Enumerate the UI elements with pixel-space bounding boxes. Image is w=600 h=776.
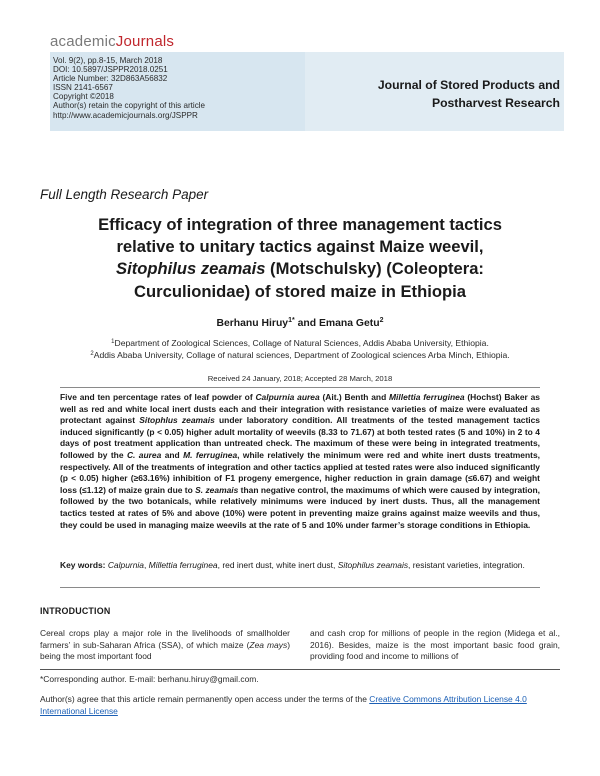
abstract-species-4: C. aurea [126, 449, 162, 460]
intro-left-text-2: ) being the most important food [40, 639, 290, 662]
intro-left-species: Zea mays [249, 639, 288, 650]
intro-right-column: and cash crop for millions of people in the region (Midega et al., 2016). Besides, maize is the most important basic food grain, providing food and income to millions of [310, 628, 560, 662]
abstract-text-6: , while relatively the minimum were red and white inert dusts treatments, respectively. All of the treatments of integration and other tactics applied at tested rates were also induced significantly (p < 0.05) higher (≥63.16%) inhibition of F1 progeny emergence, higher reduction in grain damage (≤6.67) and weight loss (≤1.12) of maize grain due to [60, 449, 540, 495]
abstract [60, 392, 540, 531]
publisher-logo [50, 33, 174, 50]
received-dates: Received 24 January, 2018; Accepted 28 March, 2018 [207, 374, 393, 383]
meta-copyright: Copyright ©2018 [53, 92, 114, 102]
affiliation-1-text: Department of Zoological Sciences, Collage of Natural Sciences, Addis Ababa University, Ethiopia. [114, 338, 489, 348]
keywords-label: Key words: [60, 560, 106, 570]
intro-left-column [40, 628, 290, 663]
article-meta [53, 56, 308, 120]
meta-article-number: Article Number: 32D863A56832 [53, 74, 168, 84]
abstract-species-5: M. ferruginea [183, 449, 238, 460]
author-1: Berhanu Hiruy [216, 318, 289, 329]
section-heading-introduction: INTRODUCTION [40, 606, 111, 616]
affiliation-2 [40, 350, 560, 360]
license-text: Author(s) agree that this article remain permanently open access under the terms of the [40, 694, 370, 704]
author-and: and [294, 318, 319, 329]
author-2-sup: 2 [379, 317, 384, 324]
abstract-text-2: (Ait.) Benth and [319, 392, 390, 402]
title-line2: relative to unitary tactics against Maize weevil, [116, 237, 484, 257]
abstract-top-rule [60, 387, 540, 388]
abstract-bottom-rule [60, 587, 540, 588]
paper-title [40, 214, 560, 303]
keyword-3: , red inert dust, white inert dust, [217, 560, 338, 570]
meta-volume: Vol. 9(2), pp.8-15, March 2018 [53, 56, 163, 65]
journal-name-line1: Journal of Stored Products and [377, 78, 560, 92]
author-1-sup: 1* [288, 317, 295, 324]
keyword-2: Millettia ferruginea [148, 560, 218, 570]
corresponding-author: *Corresponding author. E-mail: berhanu.hiruy@gmail.com. [40, 674, 259, 684]
abstract-text-3: (Hochst) Baker as well as red and white local inert dusts each and their integration with resistance varieties of maize were evaluated as protectant against [60, 392, 540, 426]
meta-doi: DOI: 10.5897/JSPPR2018.0251 [53, 65, 168, 75]
meta-url[interactable]: http://www.academicjournals.org/JSPPR [53, 110, 198, 120]
affiliation-2-sup: 2 [90, 351, 94, 357]
title-line3 [40, 258, 560, 280]
footer-rule [40, 669, 560, 670]
authors [40, 317, 560, 329]
journal-name [330, 76, 560, 112]
author-2: Emana Getu [318, 318, 380, 329]
license-link[interactable]: Creative Commons Attribution License 4.0 International License [40, 694, 527, 716]
keyword-4: Sitophilus zeamais [337, 560, 409, 570]
title-line3-rest: (Motschulsky) (Coleoptera: [265, 259, 484, 279]
keyword-5: , resistant varieties, integration. [408, 560, 525, 570]
abstract-species-3: Sitophlus zeamais [139, 415, 215, 426]
abstract-text-7: than negative control, the maximums of which were caused by integration, followed by the two botanicals, while relatively minimums were induced by inert dusts. Thus, all the management tactics tested at rates of 5% and above (10%) were potent in preventing maize grains against maize weevils and thus, they could be used in managing maize weevils at the rate of 5 and 10% under farmer’s storage conditions in Ethiopia. [60, 484, 541, 530]
abstract-species-2: Millettia ferruginea [389, 392, 465, 402]
title-line4: Curculionidae) of stored maize in Ethiopia [134, 281, 466, 301]
journal-name-line2: Postharvest Research [431, 96, 560, 110]
abstract-species-6: S. zeamais [195, 484, 239, 495]
meta-retain: Author(s) retain the copyright of this article [53, 101, 206, 111]
title-species: Sitophilus zeamais [116, 259, 266, 279]
affiliation-1-sup: 1 [111, 339, 115, 345]
logo-prefix: academic [50, 33, 116, 50]
affiliation-1 [40, 338, 560, 348]
paper-type: Full Length Research Paper [40, 187, 209, 202]
intro-left-text-1: Cereal crops play a major role in the livelihoods of smallholder farmers’ in sub-Saharan Africa (SSA), of which maize ( [40, 628, 290, 650]
meta-issn: ISSN 2141-6567 [53, 83, 113, 93]
affiliation-2-text: Addis Ababa University, Collage of natural sciences, Department of Zoological sciences Arba Minch, Ethiopia. [93, 350, 510, 360]
abstract-text-5: and [161, 449, 184, 460]
abstract-species-1: Calpurnia aurea [255, 392, 320, 402]
abstract-text-1: Five and ten percentage rates of leaf powder of [60, 392, 256, 402]
title-line1: Efficacy of integration of three management tactics [98, 215, 502, 234]
abstract-text-4: under laboratory condition. All treatments of the tested management tactics induced significantly (p < 0.05) higher adult mortality of weevils (8.33 to 71.67) at both tested rates (5 and 10%) in 2 to 4 days of post treatment application than untreated check. The maximum of these were being in integrated treatments, followed by the [60, 415, 540, 460]
keyword-1: Calpurnia [107, 560, 144, 570]
keywords: Key words: Calpurnia, Millettia ferruginea, red inert dust, white inert dust, Sitophilus zeamais, resistant varieties, integration. [60, 560, 525, 570]
logo-suffix: Journals [115, 33, 175, 50]
license-note [40, 694, 565, 717]
